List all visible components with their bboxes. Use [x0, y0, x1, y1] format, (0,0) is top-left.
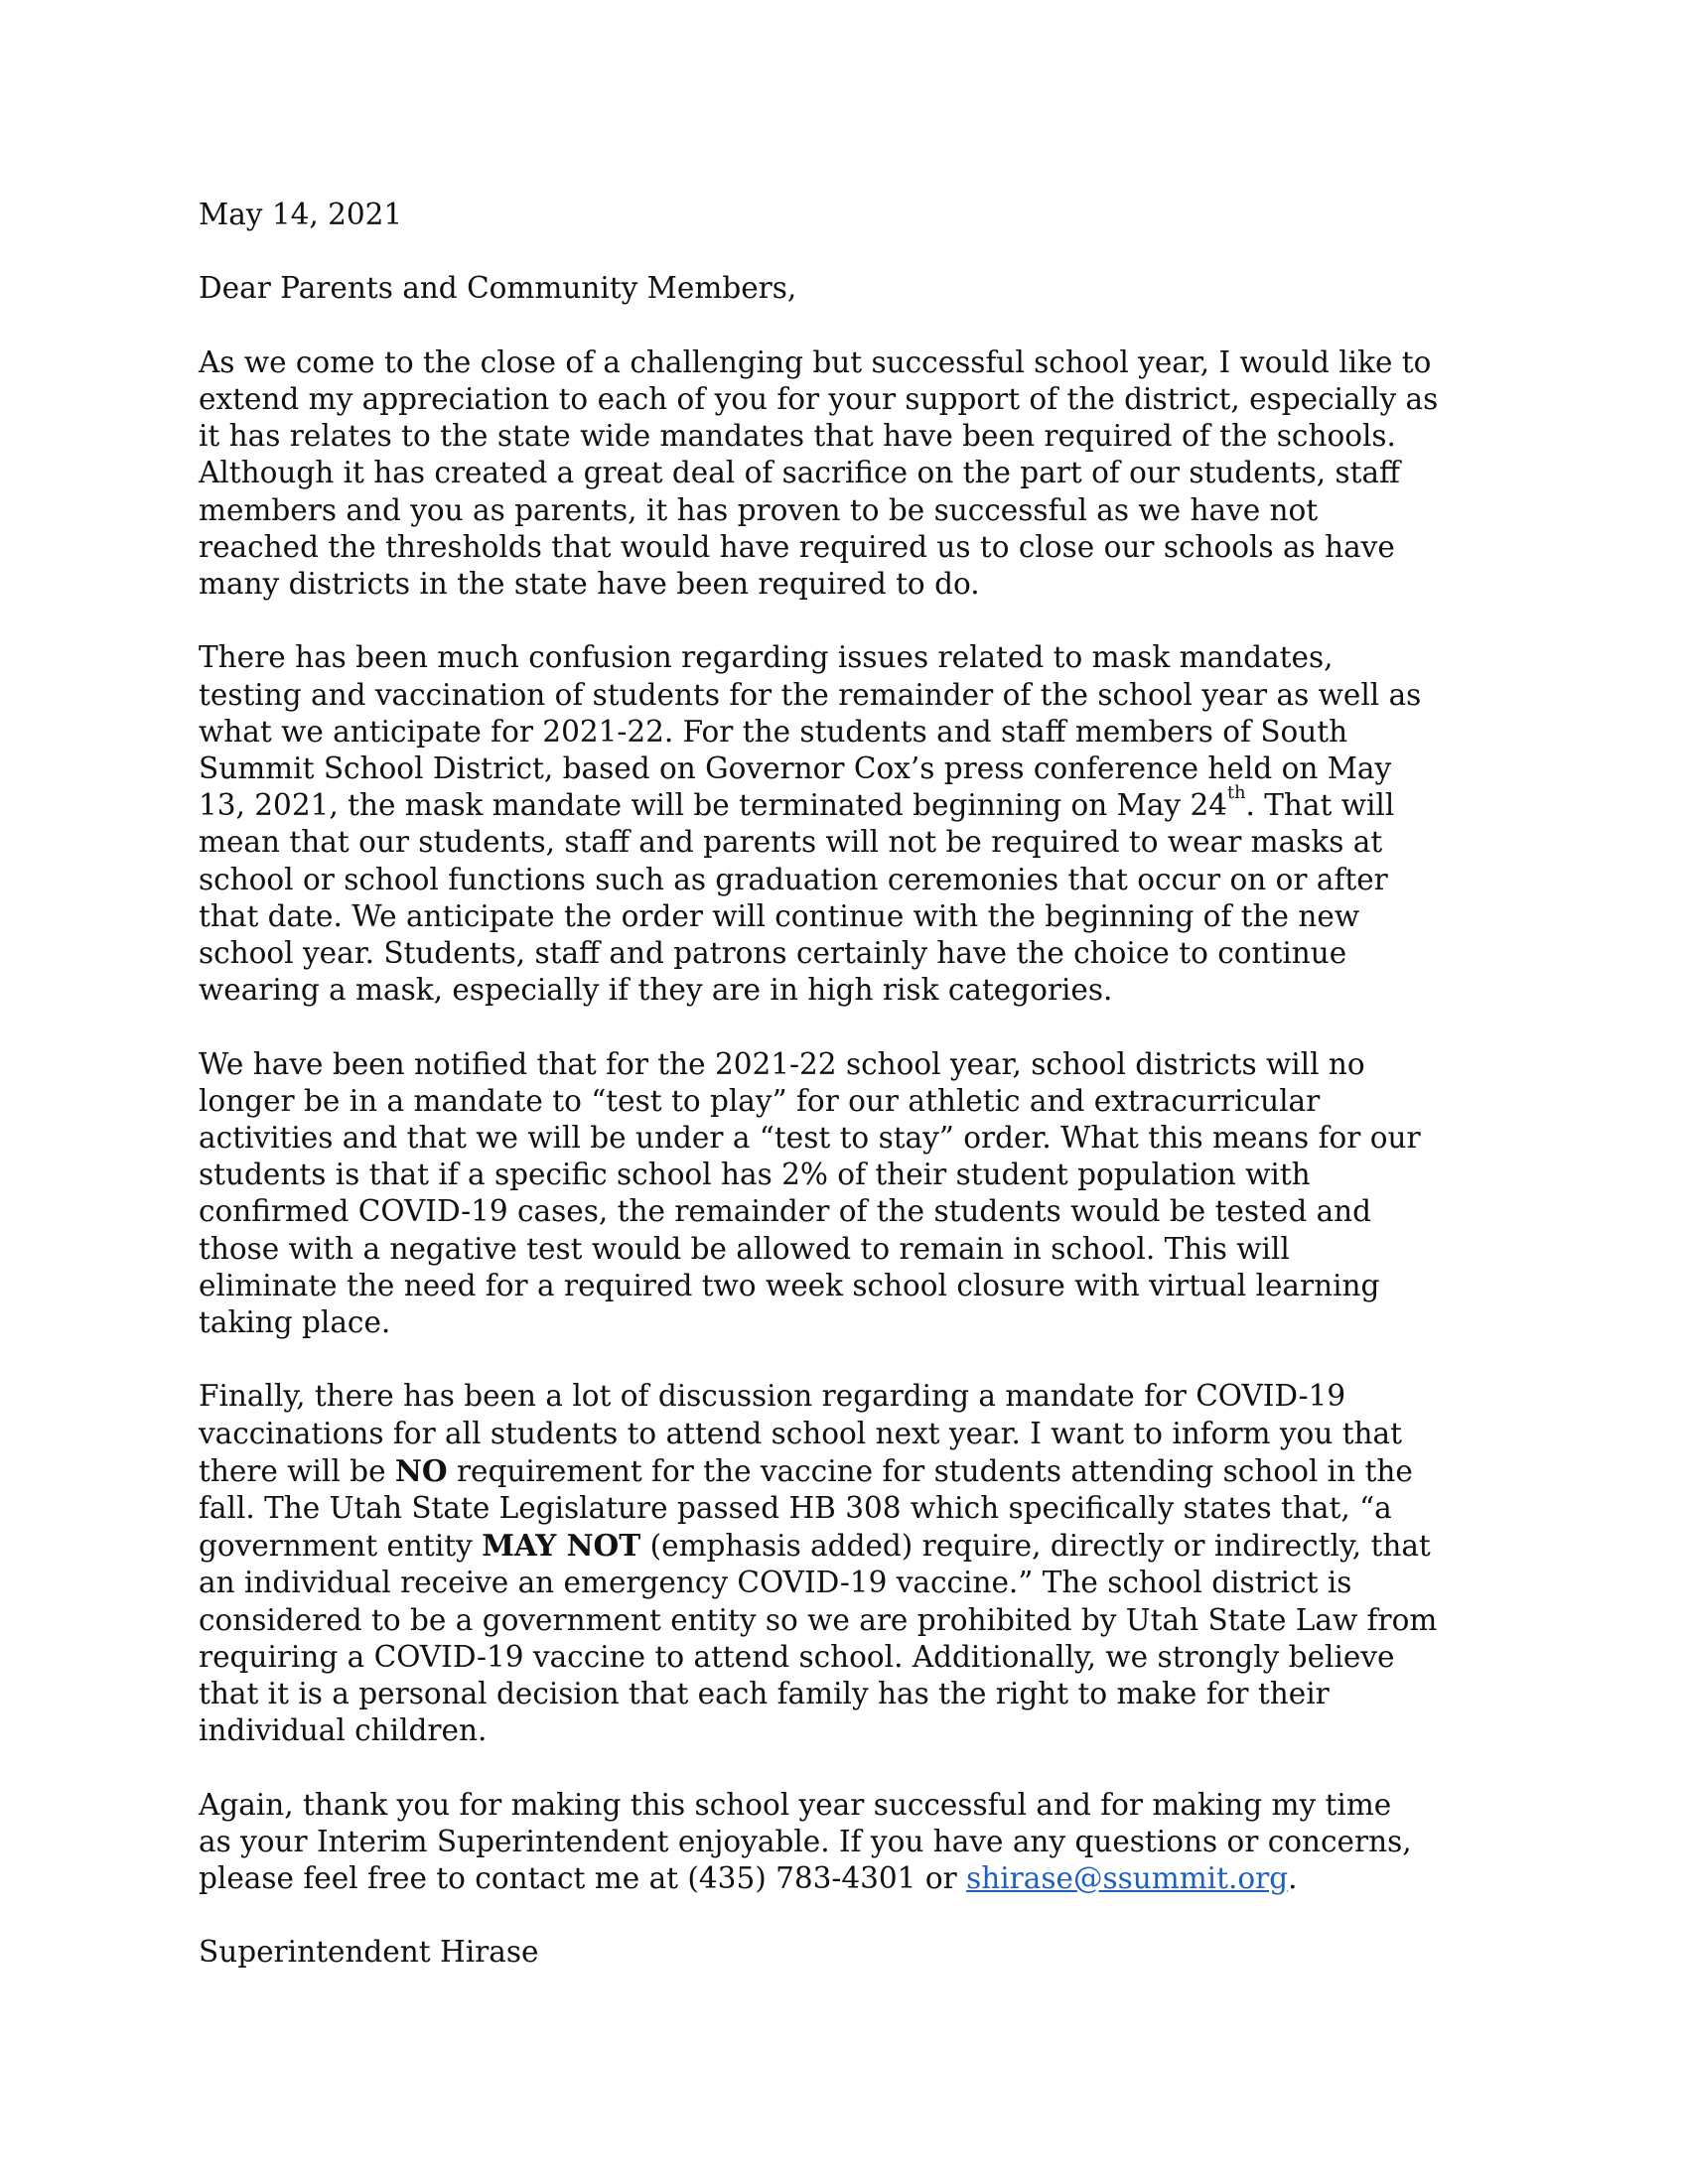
text-line: it has relates to the state wide mandates that have been required of the schools. — [199, 419, 1396, 454]
text-line: extend my appreciation to each of you for your support of the district, especially as — [199, 381, 1439, 416]
text-line: There has been much confusion regarding issues related to mask mandates, — [199, 640, 1334, 675]
text-line: We have been notified that for the 2021-22 school year, school districts will no — [199, 1046, 1365, 1081]
emphasis-may-not: MAY NOT — [482, 1528, 641, 1564]
text-line: confirmed COVID-19 cases, the remainder of the students would be tested and — [199, 1194, 1372, 1229]
text-line: eliminate the need for a required two week school closure with virtual learning — [199, 1268, 1380, 1302]
text-line: there will be NO requirement for the vaccine for students attending school in the — [199, 1452, 1413, 1488]
text-line: students is that if a specific school has 2% of their student population with — [199, 1158, 1311, 1192]
text-line: many districts in the state have been required to do. — [199, 567, 980, 601]
text-line: Finally, there has been a lot of discussion regarding a mandate for COVID-19 — [199, 1379, 1346, 1414]
paragraph-appreciation — [199, 344, 1499, 603]
letter-page — [199, 197, 1499, 2008]
text-line: members and you as parents, it has proven to be successful as we have not — [199, 492, 1319, 527]
text-line: that date. We anticipate the order will continue with the beginning of the new — [199, 898, 1360, 933]
paragraph-mask-mandate — [199, 639, 1499, 1009]
text-line: as your Interim Superintendent enjoyable. If you have any questions or concerns, — [199, 1824, 1412, 1858]
text-line: taking place. — [199, 1305, 391, 1340]
text-line: considered to be a government entity so we are prohibited by Utah State Law from — [199, 1602, 1438, 1637]
text-line: As we come to the close of a challenging but successful school year, I would like to — [199, 344, 1432, 379]
signature: Superintendent Hirase — [199, 1935, 539, 1970]
email-link[interactable]: shirase@ssummit.org — [966, 1861, 1289, 1896]
text-line: Again, thank you for making this school year successful and for making my time — [199, 1787, 1392, 1822]
text-line: school year. Students, staff and patrons certainly have the choice to continue — [199, 936, 1347, 971]
text-line: 13, 2021, the mask mandate will be terminated beginning on May 24th. That will — [199, 783, 1395, 823]
text-line: requiring a COVID-19 vaccine to attend school. Additionally, we strongly believe — [199, 1639, 1395, 1674]
letter-date: May 14, 2021 — [199, 198, 403, 231]
text-line: Summit School District, based on Governor Cox’s press conference held on May — [199, 751, 1392, 785]
text-line: testing and vaccination of students for the remainder of the school year as well as — [199, 677, 1422, 712]
ordinal-suffix: th — [1227, 783, 1246, 804]
text-line: activities and that we will be under a “test to stay” order. What this means for our — [199, 1121, 1421, 1156]
text-line: those with a negative test would be allowed to remain in school. This will — [199, 1231, 1290, 1266]
text-line: that it is a personal decision that each family has the right to make for their — [199, 1677, 1330, 1711]
emphasis-no: NO — [394, 1452, 448, 1488]
text-line: what we anticipate for 2021-22. For the students and staff members of South — [199, 714, 1348, 749]
text-line: longer be in a mandate to “test to play” for our athletic and extracurricular — [199, 1083, 1321, 1118]
text-line: please feel free to contact me at (435) 783-4301 or shirase@ssummit.org. — [199, 1861, 1298, 1896]
text-line: an individual receive an emergency COVID-19 vaccine.” The school district is — [199, 1566, 1352, 1600]
text-line: fall. The Utah State Legislature passed HB 308 which specifically states that, “a — [199, 1491, 1392, 1526]
text-line: school or school functions such as graduation ceremonies that occur on or after — [199, 862, 1388, 896]
text-line: mean that our students, staff and parents will not be required to wear masks at — [199, 825, 1383, 860]
text-line: government entity MAY NOT (emphasis added) require, directly or indirectly, that — [199, 1528, 1431, 1564]
text-line: individual children. — [199, 1713, 488, 1748]
paragraph-test-to-stay — [199, 1046, 1499, 1342]
text-line: reached the thresholds that would have required us to close our schools as have — [199, 529, 1395, 564]
paragraph-closing — [199, 1787, 1499, 1898]
salutation: Dear Parents and Community Members, — [199, 271, 797, 306]
text-line: vaccinations for all students to attend school next year. I want to inform you that — [199, 1416, 1402, 1450]
paragraph-vaccine — [199, 1378, 1499, 1749]
text-line: wearing a mask, especially if they are in high risk categories. — [199, 973, 1113, 1008]
text-line: Although it has created a great deal of sacrifice on the part of our students, staff — [199, 456, 1401, 490]
